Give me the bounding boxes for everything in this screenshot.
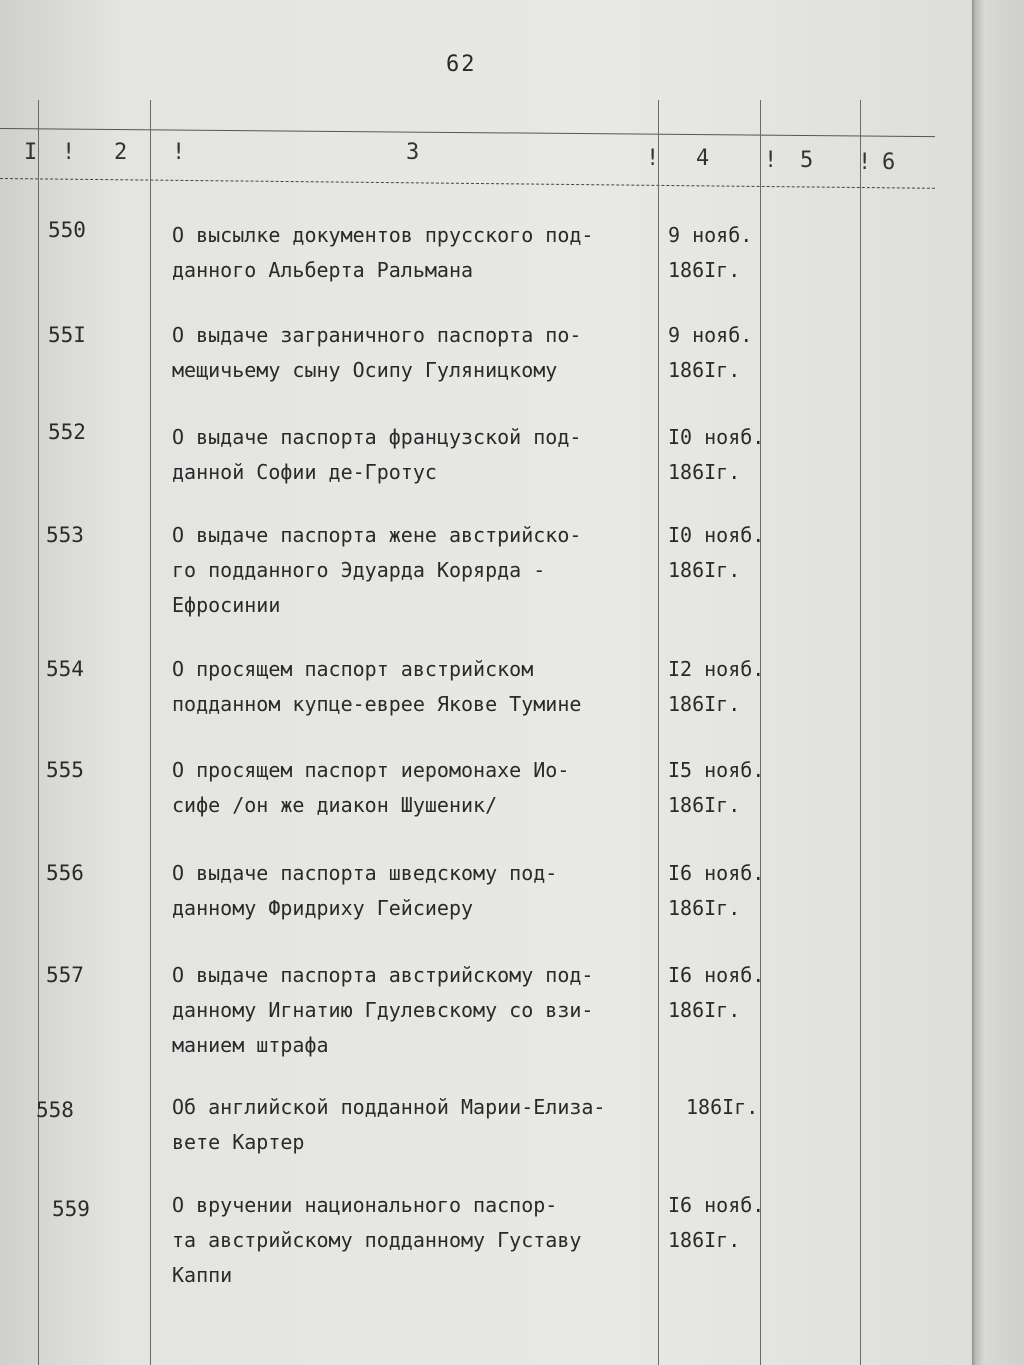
record-description: О выдаче заграничного паспорта по- мещичьему сыну Осипу Гуляницкому [172,323,582,382]
record-number: 554 [46,657,84,681]
record-description: О выдаче паспорта австрийскому под- данному Игнатию Гдулевскому со взи- манием штрафа [172,963,594,1057]
record-date: 9 нояб. 186Iг. [668,323,753,382]
header-col-4: 4 [696,146,710,171]
header-col-5: 5 [800,148,814,173]
record-date: I0 нояб. 186Iг. [668,523,765,582]
column-line-5 [860,100,861,1365]
record-number: 558 [36,1098,74,1122]
record-date: I2 нояб. 186Iг. [668,657,765,716]
page-edge-shadow [972,0,1024,1365]
header-separator: ! [858,150,872,175]
header-col-3: 3 [406,140,420,165]
record-number: 552 [48,420,86,444]
header-separator: ! [646,146,660,171]
record-date: I0 нояб. 186Iг. [668,425,765,484]
record-description: О выдаче паспорта жене австрийско- го подданного Эдуарда Корярда - Ефросинии [172,523,582,617]
header-separator: ! [62,140,76,165]
record-description: О выдаче паспорта шведскому под- данному Фридриху Гейсиеру [172,861,558,920]
record-number: 555 [46,758,84,782]
column-line-4 [760,100,761,1365]
record-description: Об английской подданной Марии-Елиза- вете Картер [172,1095,606,1154]
page-number: 62 [446,52,477,77]
header-bottom-rule [0,178,935,189]
header-separator: ! [172,140,186,165]
header-separator: ! [764,148,778,173]
header-col-1: I [24,140,38,165]
column-line-1 [38,100,39,1365]
record-number: 556 [46,861,84,885]
header-top-rule [0,128,935,137]
record-description: О просящем паспорт иеромонахе Ио- сифе /он же диакон Шушеник/ [172,758,570,817]
record-number: 557 [46,963,84,987]
record-description: О просящем паспорт австрийском подданном купце-еврее Якове Тумине [172,657,582,716]
record-number: 553 [46,523,84,547]
record-description: О вручении национального паспор- та австрийскому подданному Густаву Каппи [172,1193,582,1287]
record-date: 9 нояб. 186Iг. [668,223,753,282]
header-col-2: 2 [114,140,128,165]
column-line-2 [150,100,151,1365]
record-date: 186Iг. [686,1095,759,1119]
record-date: I6 нояб. 186Iг. [668,861,765,920]
column-line-3 [658,100,659,1365]
record-description: О высылке документов прусского под- данного Альберта Ральмана [172,223,594,282]
record-number: 559 [52,1197,90,1221]
record-description: О выдаче паспорта французской под- данной Софии де-Гротус [172,425,582,484]
record-date: I6 нояб. 186Iг. [668,963,765,1022]
record-date: I6 нояб. 186Iг. [668,1193,765,1252]
record-number: 550 [48,218,86,242]
header-col-6: 6 [882,150,896,175]
record-date: I5 нояб. 186Iг. [668,758,765,817]
record-number: 55I [48,323,86,347]
